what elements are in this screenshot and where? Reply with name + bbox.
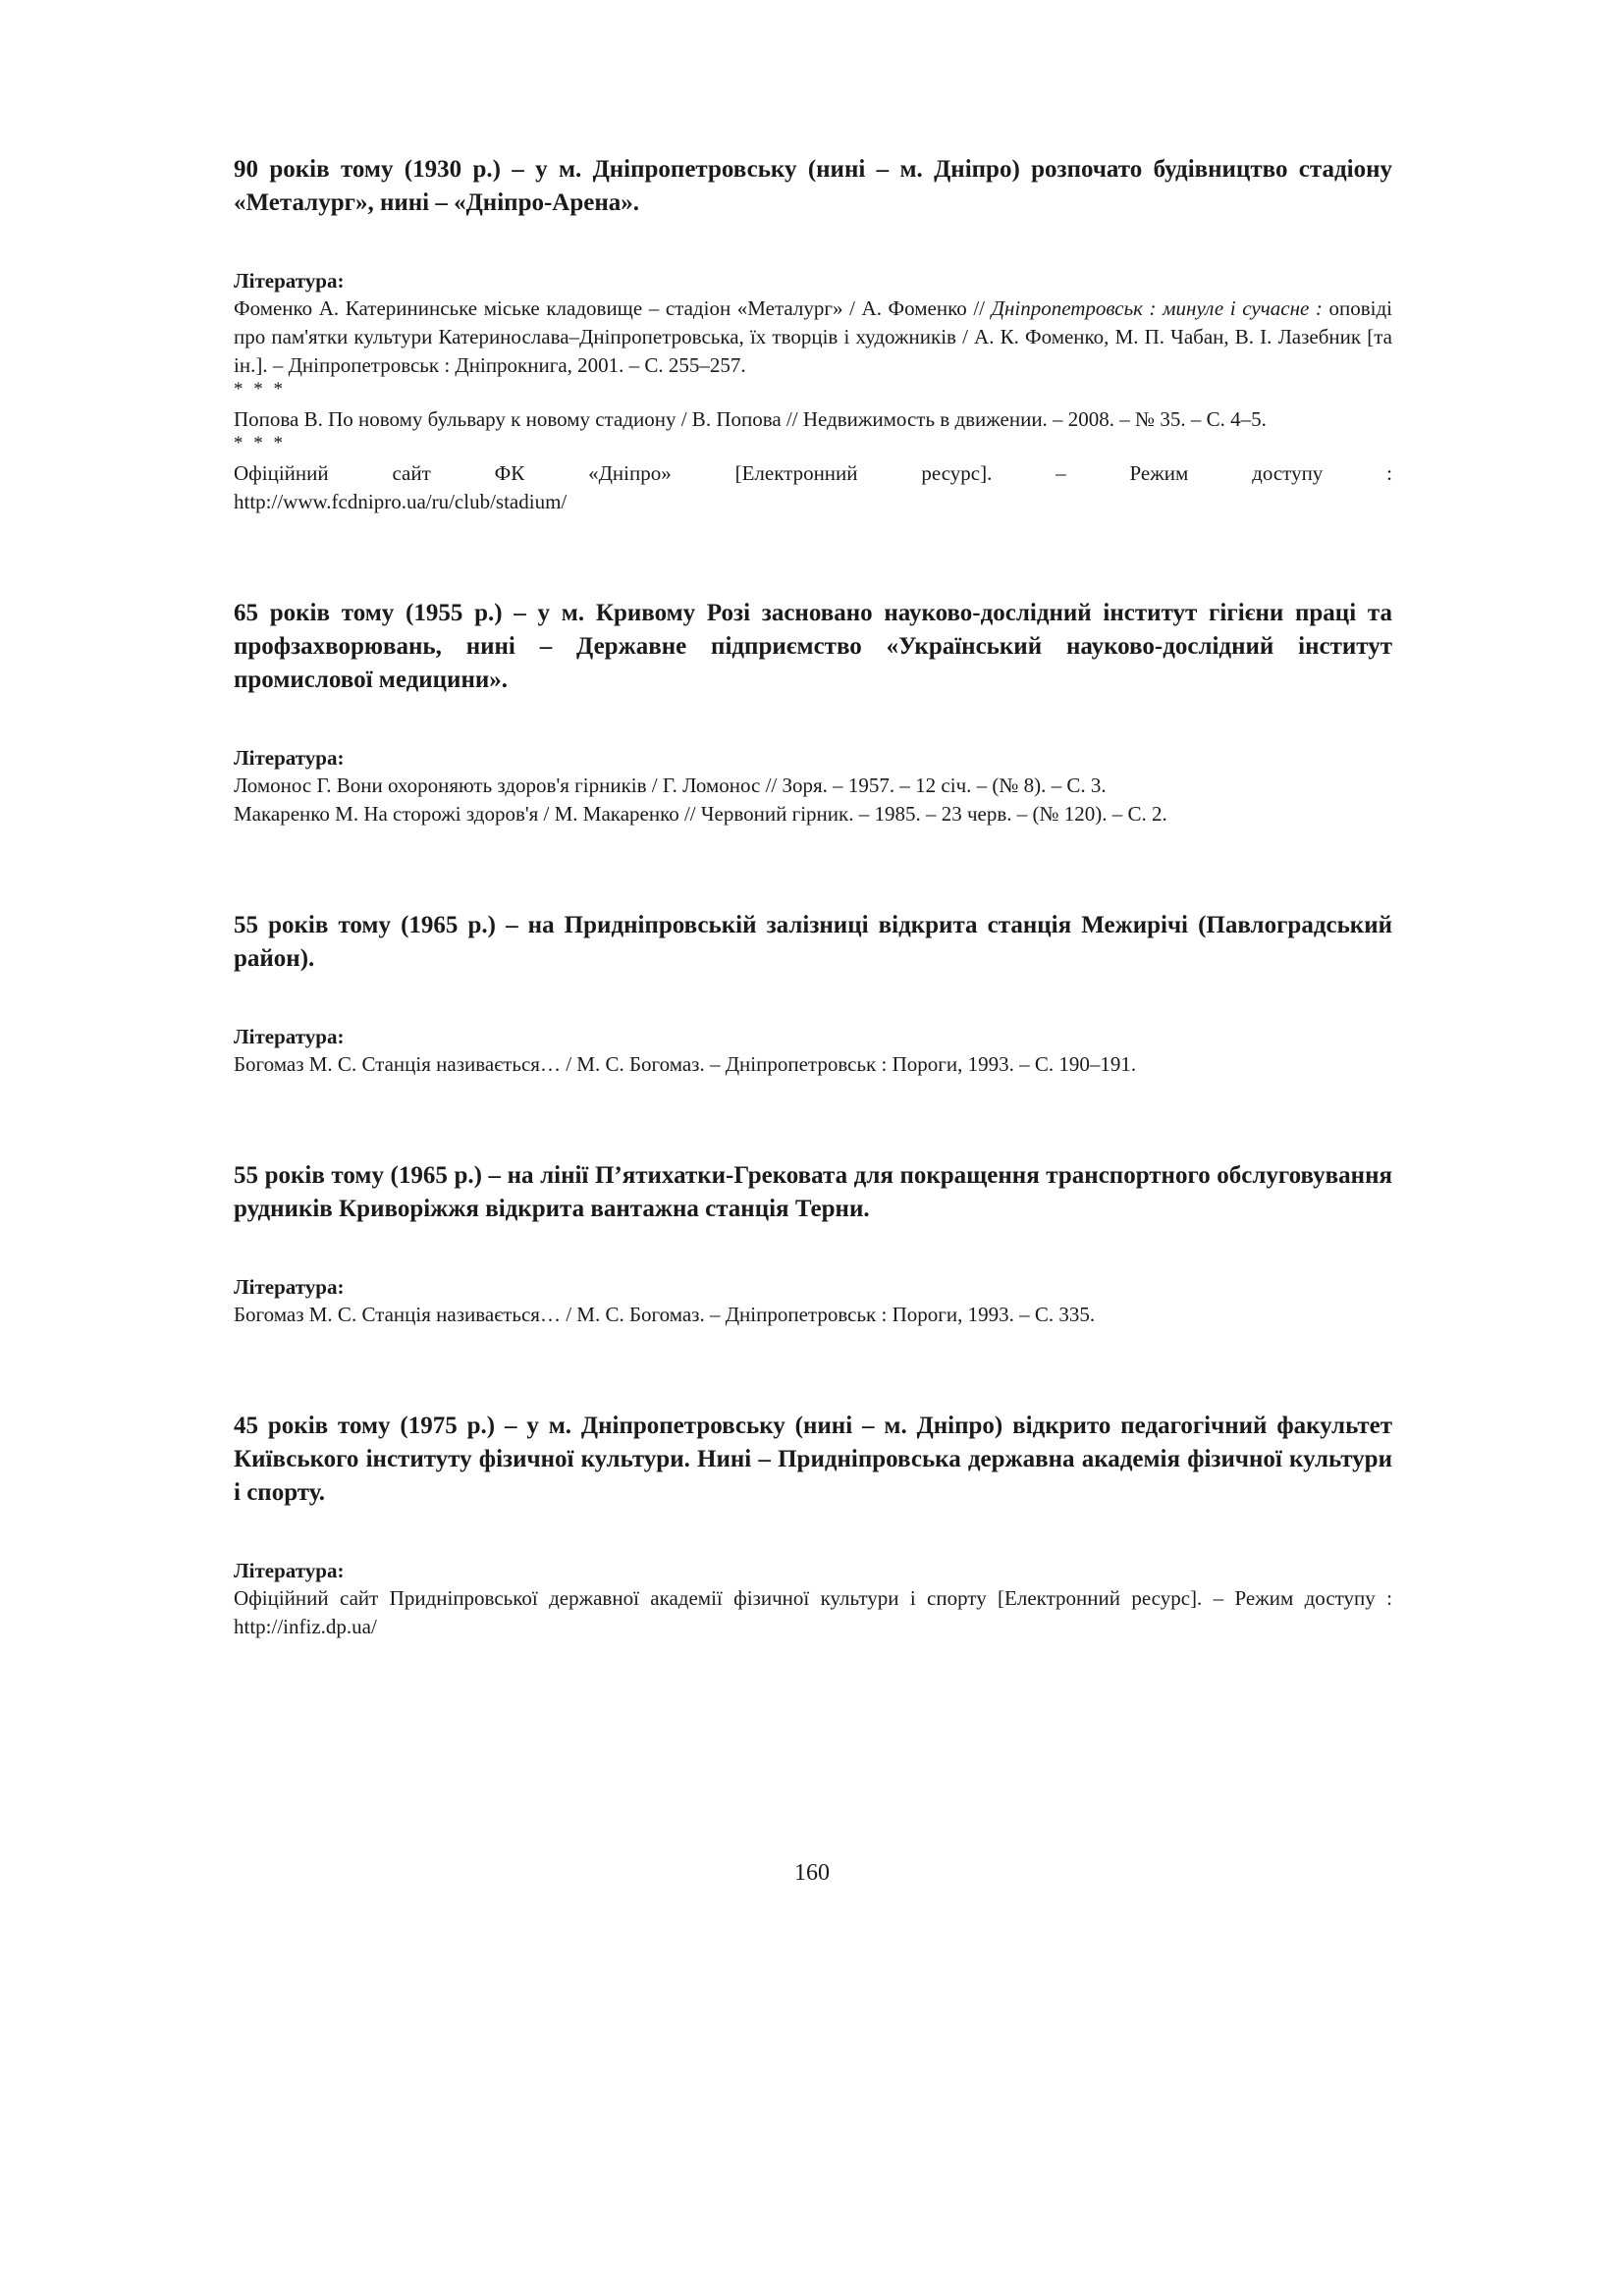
separator-stars: * * * <box>234 379 286 400</box>
literature-label: Література: <box>234 1025 345 1048</box>
reference-item: Попова В. По новому бульвару к новому стадиону / В. Попова // Недвижимость в движении. – 2008. – № 35. – С. 4–5. <box>234 407 1267 431</box>
entry-spacer <box>234 1079 1392 1159</box>
reference-text: Фоменко А. Катерининське міське кладовище – стадіон «Металург» / А. Фоменко // <box>234 296 992 320</box>
reference-item: Макаренко М. На сторожі здоров'я / М. Макаренко // Червоний гірник. – 1985. – 23 черв. – (№ 120). – С. 2. <box>234 802 1167 826</box>
reference-url: http://www.fcdnipro.ua/ru/club/stadium/ <box>234 490 568 513</box>
reference-item: Богомаз М. С. Станція називається… / М. С. Богомаз. – Дніпропетровськ : Пороги, 1993. – С. 190–191. <box>234 1052 1137 1076</box>
reference-item <box>234 294 1392 380</box>
literature-label: Література: <box>234 1275 345 1299</box>
page-content <box>234 153 1392 1641</box>
entry-spacer <box>234 828 1392 909</box>
reference-italic-title: Дніпропетровськ : минуле і сучасне : <box>991 296 1323 320</box>
entry-heading: 45 років тому (1975 р.) – у м. Дніпропетровську (нині – м. Дніпро) відкрито педагогічний факультет Київського інституту фізичної культури. Нині – Придніпровська державна академія фізичної культури і спорту. <box>234 1413 1392 1506</box>
literature-label: Література: <box>234 746 345 770</box>
entry-heading: 65 років тому (1955 р.) – у м. Кривому Розі засновано науково-дослідний інститут гігієни праці та профзахворювань, нині – Державне підприємство «Український науково-дослідний інститут промислової медицини». <box>234 600 1392 693</box>
reference-list <box>234 1050 1392 1079</box>
entry-spacer <box>234 516 1392 597</box>
entry-1930-stadium <box>234 153 1392 516</box>
entry-1965-terny <box>234 1159 1392 1329</box>
reference-item: Ломонос Г. Вони охороняють здоров'я гірників / Г. Ломонос // Зоря. – 1957. – 12 січ. – (№ 8). – С. 3. <box>234 774 1107 797</box>
reference-text: оповіді про пам'ятки культури Катеринослава–Дніпропетровська, їх творців і художників / А. К. Фоменко, М. П. Чабан, В. І. Лазебник [та ін.]. – Дніпропетровськ : Дніпрокнига, 2001. – С. 255–257. <box>234 296 1392 377</box>
page-number: 160 <box>794 1860 830 1886</box>
reference-list <box>234 294 1392 516</box>
reference-list <box>234 1584 1392 1641</box>
entry-1955-institute <box>234 597 1392 828</box>
reference-item: Офіційний сайт ФК «Дніпро» [Електронний ресурс]. – Режим доступу : <box>234 461 1392 485</box>
reference-item: Офіційний сайт Придніпровської державної академії фізичної культури і спорту [Електронний ресурс]. – Режим доступу : http://infiz.dp.ua/ <box>234 1586 1392 1638</box>
reference-list <box>234 1301 1392 1329</box>
entry-heading: 90 років тому (1930 р.) – у м. Дніпропетровську (нині – м. Дніпро) розпочато будівництво стадіону «Металург», нині – «Дніпро-Арена». <box>234 156 1392 216</box>
entry-spacer <box>234 1329 1392 1410</box>
entry-heading: 55 років тому (1965 р.) – на лінії П’ятихатки-Грековата для покращення транспортного обслуговування рудників Криворіжжя відкрита вантажна станція Терни. <box>234 1162 1392 1222</box>
entry-1975-academy <box>234 1410 1392 1641</box>
reference-item: Богомаз М. С. Станція називається… / М. С. Богомаз. – Дніпропетровськ : Пороги, 1993. – С. 335. <box>234 1303 1096 1326</box>
entry-1965-mezhyrichi <box>234 909 1392 1079</box>
reference-list <box>234 772 1392 828</box>
literature-label: Література: <box>234 1559 345 1582</box>
separator-stars: * * * <box>234 433 286 454</box>
entry-heading: 55 років тому (1965 р.) – на Придніпровській залізниці відкрита станція Межирічі (Павлоградський район). <box>234 912 1392 972</box>
literature-label: Література: <box>234 269 345 293</box>
